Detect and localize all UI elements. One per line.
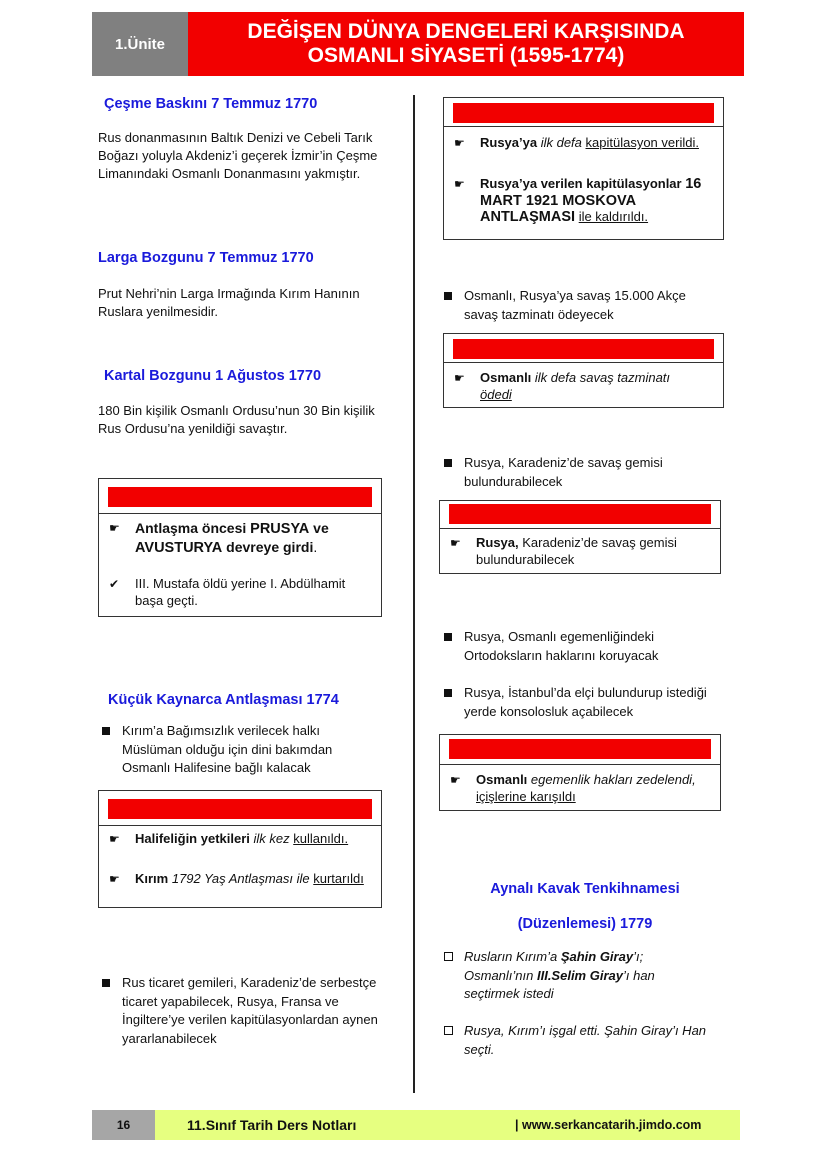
text-segment: Rusya, Kırım’ı işgal etti. Şahin Giray’ı Han seçti. xyxy=(464,1023,707,1057)
checkbox-item xyxy=(440,1022,730,1059)
text-segment: 1792 Yaş Antlaşması ile xyxy=(168,871,314,886)
square-bullet-icon xyxy=(102,979,110,987)
box-item xyxy=(109,576,369,609)
square-bullet-icon xyxy=(444,459,452,467)
text-segment: Rus ticaret gemileri, Karadeniz’de serbestçe ticaret yapabilecek, Rusya, Fransa ve İngiltere’ye verilen kapitülasyonlardan aynen yararlanabilecek xyxy=(122,975,378,1046)
square-bullet-icon xyxy=(102,727,110,735)
pointing-hand-icon: ☛ xyxy=(454,371,465,385)
text-segment: ve xyxy=(309,520,329,536)
text-segment: Rusya, Osmanlı egemenliğindeki Ortodoksların haklarını koruyacak xyxy=(464,629,659,663)
text-segment: kurtarıldı xyxy=(313,871,364,886)
section-heading: Küçük Kaynarca Antlaşması 1774 xyxy=(108,692,339,708)
unit-label: 1.Ünite xyxy=(92,12,188,76)
section-heading: Kartal Bozgunu 1 Ağustos 1770 xyxy=(104,368,322,384)
text-segment: Osmanlı xyxy=(480,370,532,385)
column-divider xyxy=(413,95,415,1093)
info-box xyxy=(443,333,724,408)
info-box xyxy=(439,500,721,574)
pointing-hand-icon: ☛ xyxy=(450,536,461,550)
pointing-hand-icon: ☛ xyxy=(109,872,120,886)
text-segment: ödedi xyxy=(480,386,512,402)
bullet-item xyxy=(98,722,378,778)
checkbox-icon xyxy=(444,952,453,961)
info-box xyxy=(443,97,724,240)
section-heading: (Düzenlemesi) 1779 xyxy=(517,916,653,932)
bullet-item xyxy=(98,974,398,1048)
square-bullet-icon xyxy=(444,689,452,697)
text-segment: III.Selim Giray xyxy=(536,967,623,983)
text-segment: Rusya, Karadeniz’de savaş gemisi bulundurabilecek xyxy=(464,455,663,489)
text-segment: Karadeniz’de savaş gemisi bulundurabilecek xyxy=(476,535,677,567)
text-segment: Halifeliğin yetkileri xyxy=(135,831,250,846)
info-box xyxy=(98,478,382,617)
course-title: 11.Sınıf Tarih Ders Notları xyxy=(187,1117,357,1133)
box-item xyxy=(109,519,369,557)
title-line: OSMANLI SİYASETİ (1595-1774) xyxy=(307,44,625,67)
text-segment: Rusya, İstanbul’da elçi bulundurup istediği yerde konsolosluk açabilecek xyxy=(464,685,707,719)
red-bar xyxy=(453,103,714,123)
text-segment: ilk defa savaş tazminatı xyxy=(531,370,671,385)
text-segment: Antlaşma öncesi xyxy=(135,520,251,536)
text-segment: III. Mustafa öldü yerine I. Abdülhamit başa geçti. xyxy=(135,576,346,608)
checkmark-icon: ✔ xyxy=(109,577,120,591)
text-segment: Rusya, xyxy=(476,535,519,550)
pointing-hand-icon: ☛ xyxy=(450,773,461,787)
bullet-item xyxy=(440,628,730,665)
pointing-hand-icon: ☛ xyxy=(109,832,120,846)
text-segment: Rusya’ya xyxy=(480,135,538,150)
red-bar xyxy=(449,504,711,524)
section-heading: Larga Bozgunu 7 Temmuz 1770 xyxy=(98,250,314,266)
text-segment: Kırım xyxy=(135,871,169,886)
square-bullet-icon xyxy=(444,292,452,300)
pointing-hand-icon: ☛ xyxy=(109,521,120,535)
title-line: DEĞİŞEN DÜNYA DENGELERİ KARŞISINDA xyxy=(247,20,685,43)
box-item xyxy=(109,831,369,848)
paragraph: 180 Bin kişilik Osmanlı Ordusu’nun 30 Bin kişilik Rus Ordusu’na yenildiği savaştır. xyxy=(98,403,375,436)
bullet-item xyxy=(440,454,720,491)
checkbox-icon xyxy=(444,1026,453,1035)
box-item xyxy=(450,772,710,805)
red-bar xyxy=(108,799,372,819)
box-item xyxy=(109,871,369,888)
bullet-item xyxy=(440,287,720,324)
text-segment: egemenlik hakları zedelendi, xyxy=(527,772,696,787)
red-bar xyxy=(453,339,714,359)
text-segment: Rusların Kırım’a xyxy=(464,949,561,964)
box-item xyxy=(454,135,714,152)
text-segment: içişlerine karışıldı xyxy=(476,788,576,804)
bullet-item xyxy=(440,684,730,721)
page-number: 16 xyxy=(92,1110,155,1140)
text-segment: 16 MART 1921 MOSKOVA ANTLAŞMASI xyxy=(480,176,702,225)
pointing-hand-icon: ☛ xyxy=(454,136,465,150)
info-box xyxy=(98,790,382,908)
text-segment: kullanıldı. xyxy=(293,831,349,846)
website-link[interactable]: | www.serkancatarih.jimdo.com xyxy=(515,1118,702,1132)
pointing-hand-icon: ☛ xyxy=(454,177,465,191)
text-segment: Osmanlı xyxy=(476,772,528,787)
text-segment: Osmanlı, Rusya’ya savaş 15.000 Akçe savaş tazminatı ödeyecek xyxy=(464,288,686,322)
box-item xyxy=(450,535,690,568)
red-bar xyxy=(449,739,711,759)
text-segment: Şahin Giray xyxy=(560,949,634,964)
text-segment: PRUSYA xyxy=(250,521,310,537)
text-segment: Rusya’ya verilen kapitülasyonlar xyxy=(480,176,686,191)
paragraph: Prut Nehri’nin Larga Irmağında Kırım Hanının Ruslara yenilmesidir. xyxy=(98,286,360,319)
footer-bar xyxy=(155,1110,740,1140)
text-segment: ’ı; Osmanlı’nın xyxy=(464,949,644,983)
red-bar xyxy=(108,487,372,507)
box-item xyxy=(454,176,714,226)
section-heading: Aynalı Kavak Tenkihnamesi xyxy=(490,881,680,897)
text-segment: ’ı han seçtirmek istedi xyxy=(464,967,655,1001)
section-heading: Çeşme Baskını 7 Temmuz 1770 xyxy=(104,96,318,112)
text-segment: ilk kez xyxy=(249,831,294,846)
text-segment: kapitülasyon verildi. xyxy=(585,135,699,150)
text-segment: ilk defa xyxy=(537,135,586,150)
text-segment: devreye girdi xyxy=(222,539,314,555)
box-item xyxy=(454,370,694,403)
square-bullet-icon xyxy=(444,633,452,641)
text-segment: Kırım’a Bağımsızlık verilecek halkı Müslüman olduğu için dini bakımdan Osmanlı Halifesine bağlı kalacak xyxy=(122,723,333,775)
checkbox-item xyxy=(440,948,710,1004)
text-segment: ile kaldırıldı. xyxy=(578,209,649,224)
text-segment: AVUSTURYA xyxy=(135,540,223,556)
info-box xyxy=(439,734,721,811)
page-title xyxy=(188,12,744,76)
text-segment: . xyxy=(313,539,318,555)
paragraph: Rus donanmasının Baltık Denizi ve Cebeli Tarık Boğazı yoluyla Akdeniz’i geçerek İzmir’in Çeşme Limanındaki Osmanlı Donanmasını yakmıştır. xyxy=(98,130,378,181)
